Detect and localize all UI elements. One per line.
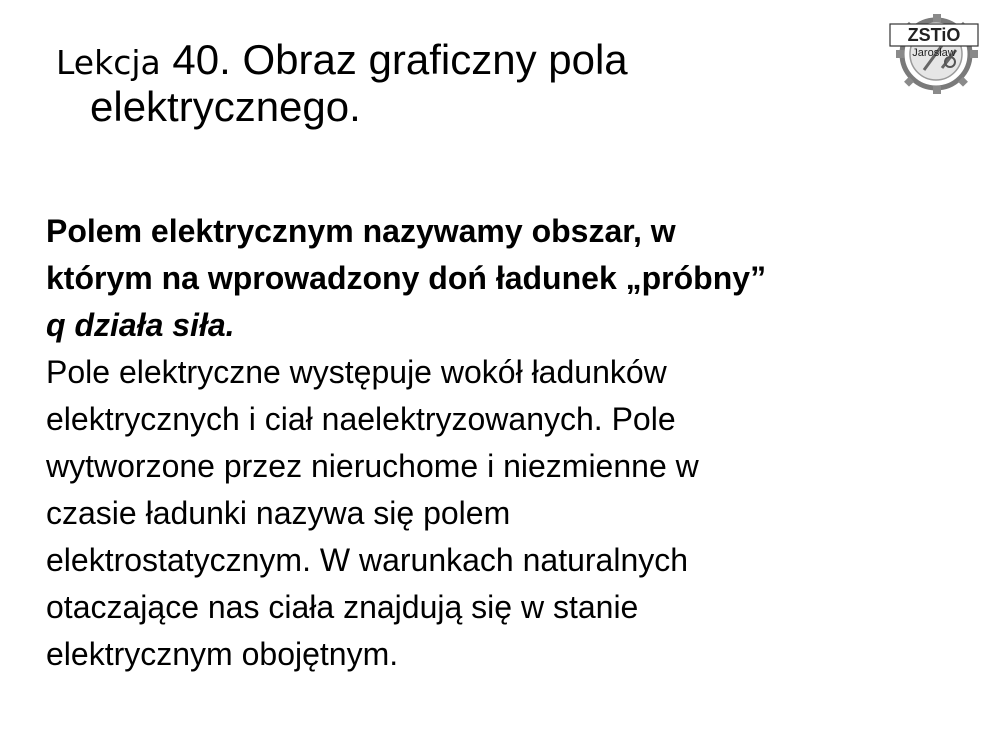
paragraph-line-2: elektrycznych i ciał naelektryzowanych. Pole <box>46 401 676 437</box>
definition-line-1: Polem elektrycznym nazywamy obszar, w <box>46 213 676 249</box>
slide-body <box>46 208 946 678</box>
title-line2: elektrycznego. <box>90 83 361 130</box>
definition-line-3: q działa siła. <box>46 307 235 343</box>
paragraph-line-5: elektrostatycznym. W warunkach naturalnych <box>46 542 689 578</box>
title-lesson-word: Lekcja <box>56 43 161 82</box>
paragraph-line-7: elektrycznym obojętnym. <box>46 636 399 672</box>
school-logo <box>884 10 984 94</box>
paragraph-line-3: wytworzone przez nieruchome i niezmienne w <box>46 448 699 484</box>
logo-brand: ZSTiO <box>907 25 961 45</box>
slide-title <box>56 38 816 129</box>
title-line1-rest: 40. Obraz graficzny pola <box>160 36 628 83</box>
paragraph-line-1: Pole elektryczne występuje wokół ładunków <box>46 354 667 390</box>
definition-line-2: którym na wprowadzony doń ładunek „próbny” <box>46 260 767 296</box>
paragraph-line-6: otaczające nas ciała znajdują się w stanie <box>46 589 639 625</box>
paragraph-line-4: czasie ładunki nazywa się polem <box>46 495 511 531</box>
logo-city: Jarosław <box>912 47 956 59</box>
